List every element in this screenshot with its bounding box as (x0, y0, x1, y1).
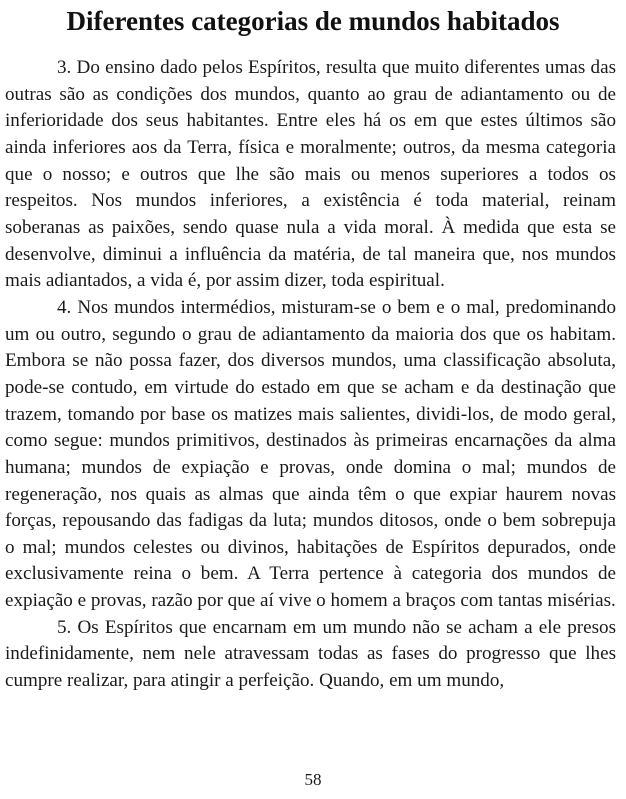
page-title: Diferentes categorias de mundos habitados (66, 6, 560, 36)
paragraph-number: 4. (57, 296, 72, 318)
paragraph-number: 3. (57, 57, 72, 78)
paragraph-text: Do ensino dado pelos Espíritos, resulta que muito diferentes umas das outras são as condições dos mundos, quanto ao grau de adiantamento ou de inferioridade dos seus habitantes. Entre eles há os em que estes últimos são ainda inferiores aos da Terra, física e moralmente; outros, da mesma categoria que o nosso; e outros que lhe são mais ou menos superiores a todos os respeitos. Nos mundos inferiores, a existência é toda material, reinam soberanas as paixões, sendo quase nula a vida moral. À medida que esta se desenvolve, diminui a influência da matéria, de tal maneira que, nos mundos mais adiantados, a vida é, por assim dizer, toda espiritual. (5, 57, 616, 292)
paragraph-5 (5, 615, 616, 695)
paragraph-3 (5, 55, 616, 295)
paragraph-text: Nos mundos intermédios, misturam-se o bem e o mal, predominando um ou outro, segundo o grau de adiantamento da maioria dos que os habitam. Embora se não possa fazer, dos diversos mundos, uma classificação absoluta, pode-se contudo, em virtude do estado em que se acham e da destinação que trazem, tomando por base os matizes mais salientes, dividi-los, de modo geral, como segue: mundos primitivos, destinados às primeiras encarnações da alma humana; mundos de expiação e provas, onde domina o mal; mundos de regeneração, nos quais as almas que ainda têm o que expiar haurem novas forças, repousando das fadigas da luta; mundos ditosos, onde o bem sobrepuja o mal; mundos celestes ou divinos, habitações de Espíritos depurados, onde exclusivamente reina o bem. A Terra pertence à categoria dos mundos de expiação e provas, razão por que aí vive o homem a braços com tantas misérias. (5, 296, 616, 612)
body-text (5, 55, 616, 695)
paragraph-number: 5. (57, 616, 72, 638)
page-number: 58 (304, 770, 322, 789)
paragraph-text: Os Espíritos que encarnam em um mundo não se acham a ele presos indefinidamente, nem nele atravessam todas as fases do progresso que lhes cumpre realizar, para atingir a perfeição. Quando, em um mundo, (5, 616, 616, 692)
paragraph-4 (5, 295, 616, 615)
